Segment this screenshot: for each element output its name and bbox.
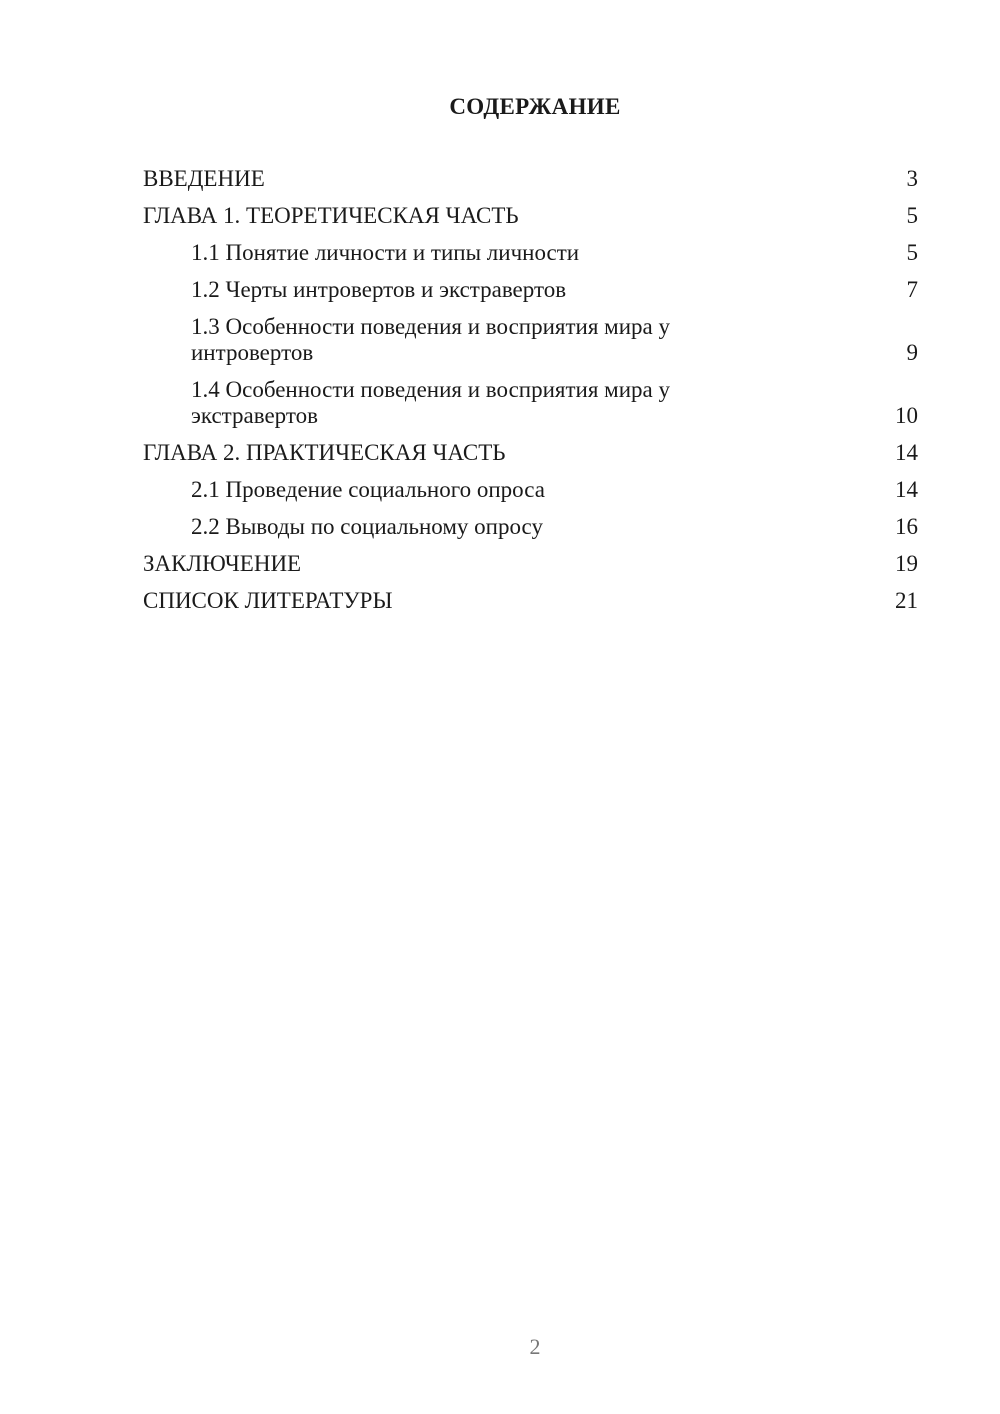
- toc-entry-introduction[interactable]: [143, 166, 918, 192]
- toc-entry-page: 9: [906, 340, 918, 365]
- table-of-contents: [143, 166, 918, 625]
- toc-entry-page: 5: [906, 240, 918, 265]
- toc-entry-section-1-1[interactable]: [143, 240, 918, 266]
- toc-entry-text: 2.1 Проведение социального опроса: [191, 477, 545, 502]
- page-number: 2: [529, 1334, 541, 1359]
- toc-title: СОДЕРЖАНИЕ: [449, 94, 621, 119]
- toc-entry-text: ЗАКЛЮЧЕНИЕ: [143, 551, 302, 576]
- toc-entry-page: 14: [895, 477, 918, 502]
- toc-entry-text: 1.1 Понятие личности и типы личности: [191, 240, 580, 265]
- toc-entry-text: 1.2 Черты интровертов и экстравертов: [191, 277, 567, 302]
- toc-entry-chapter-1[interactable]: [143, 203, 918, 229]
- toc-entry-text: 1.3 Особенности поведения и восприятия мира у интровертов: [191, 314, 670, 365]
- toc-entry-text: СПИСОК ЛИТЕРАТУРЫ: [143, 588, 393, 613]
- toc-entry-conclusion[interactable]: [143, 551, 918, 577]
- toc-entry-text: ГЛАВА 2. ПРАКТИЧЕСКАЯ ЧАСТЬ: [143, 440, 506, 465]
- toc-entry-page: 3: [906, 166, 918, 191]
- toc-entry-page: 16: [895, 514, 918, 539]
- toc-entry-page: 7: [906, 277, 918, 302]
- toc-entry-section-1-3[interactable]: [143, 314, 918, 366]
- toc-entry-page: 10: [895, 403, 918, 428]
- toc-entry-text: ВВЕДЕНИЕ: [143, 166, 265, 191]
- toc-entry-page: 19: [895, 551, 918, 576]
- toc-entry-section-2-2[interactable]: [143, 514, 918, 540]
- toc-entry-section-2-1[interactable]: [143, 477, 918, 503]
- toc-entry-page: 14: [895, 440, 918, 465]
- toc-entry-section-1-4[interactable]: [143, 377, 918, 429]
- toc-entry-bibliography[interactable]: [143, 588, 918, 614]
- toc-entry-text: 1.4 Особенности поведения и восприятия мира у экстравертов: [191, 377, 670, 428]
- toc-entry-text: 2.2 Выводы по социальному опросу: [191, 514, 543, 539]
- toc-entry-chapter-2[interactable]: [143, 440, 918, 466]
- toc-entry-section-1-2[interactable]: [143, 277, 918, 303]
- toc-entry-page: 5: [906, 203, 918, 228]
- toc-entry-page: 21: [895, 588, 918, 613]
- toc-entry-text: ГЛАВА 1. ТЕОРЕТИЧЕСКАЯ ЧАСТЬ: [143, 203, 519, 228]
